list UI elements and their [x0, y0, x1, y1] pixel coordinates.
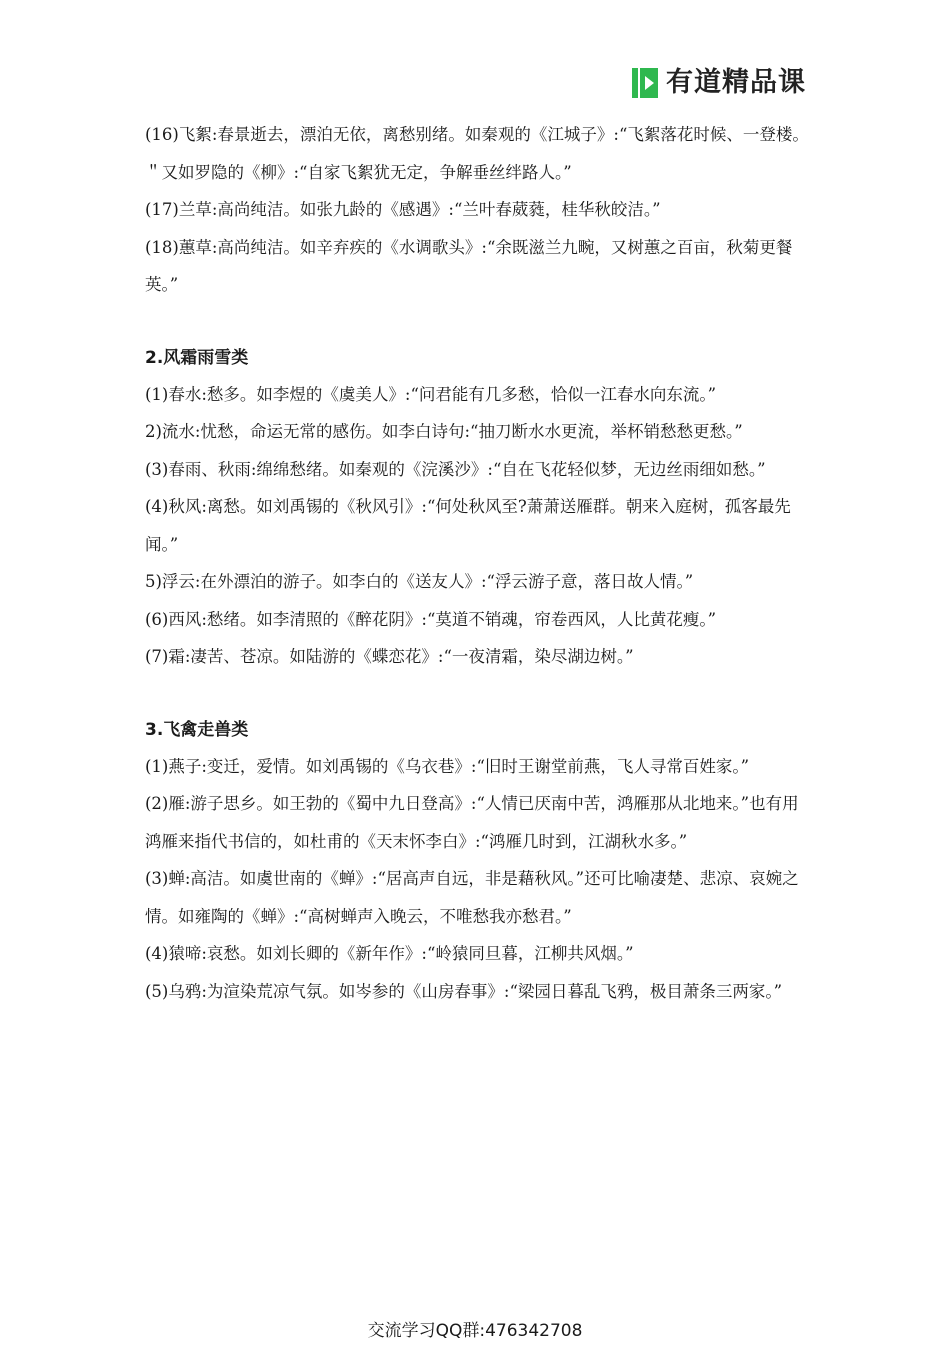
list-item: 5)浮云:在外漂泊的游子。如李白的《送友人》:“浮云游子意，落日故人情。”: [145, 572, 694, 591]
list-item: (4)秋风:离愁。如刘禹锡的《秋风引》:“何处秋风至?萧萧送雁群。朝来入庭树，孤客最先闻。”: [145, 497, 791, 554]
list-item: (4)猿啼:哀愁。如刘长卿的《新年作》:“岭猿同旦暮，江柳共风烟。”: [145, 944, 634, 963]
list-item: (6)西风:愁绪。如李清照的《醉花阴》:“莫道不销魂，帘卷西风，人比黄花瘦。”: [145, 609, 717, 629]
list-item: (5)乌鸦:为渲染荒凉气氛。如岑参的《山房春事》:“梁园日暮乱飞鸦，极目萧条三两家。”: [145, 981, 783, 1001]
section-title: 3.飞禽走兽类: [145, 719, 249, 740]
play-book-icon: [632, 68, 658, 98]
list-item: (16)飞絮:春景逝去，漂泊无依，离愁别绪。如秦观的《江城子》:“飞絮落花时候、一登楼。＂又如罗隐的《柳》:“自家飞絮犹无定，争解垂丝绊路人。”: [145, 125, 809, 182]
list-item: (18)蕙草:高尚纯洁。如辛弃疾的《水调歌头》:“余既滋兰九畹，又树蕙之百亩，秋菊更餐英。”: [145, 237, 793, 294]
list-item: (17)兰草:高尚纯洁。如张九龄的《感遇》:“兰叶春葳蕤，桂华秋皎洁。”: [145, 200, 661, 219]
section-animals: [145, 712, 809, 1011]
section-weather: [145, 340, 809, 676]
list-item: (2)雁:游子思乡。如王勃的《蜀中九日登高》:“人情已厌南中苦，鸿雁那从北地来。”也有用鸿雁来指代书信的，如杜甫的《天末怀李白》:“鸿雁几时到，江湖秋水多。”: [145, 794, 799, 851]
document-body: [145, 116, 809, 1010]
list-item: 2)流水:忧愁，命运无常的感伤。如李白诗句:“抽刀断水水更流，举杯销愁愁更愁。”: [145, 422, 743, 441]
brand-logo: [632, 66, 806, 100]
brand-name: 有道精品课: [666, 67, 806, 98]
list-item: (1)燕子:变迁，爱情。如刘禹锡的《乌衣巷》:“旧时王谢堂前燕，飞人寻常百姓家。”: [145, 756, 750, 776]
list-item: (3)蝉:高洁。如虞世南的《蝉》:“居高声自远，非是藉秋风。”还可比喻凄楚、悲凉、哀婉之情。如雍陶的《蝉》:“高树蝉声入晚云，不唯愁我亦愁君。”: [145, 869, 799, 926]
list-item: (3)春雨、秋雨:绵绵愁绪。如秦观的《浣溪沙》:“自在飞花轻似梦，无边丝雨细如愁。”: [145, 459, 766, 479]
footer-qq-group: 交流学习QQ群:476342708: [367, 1321, 583, 1341]
list-item: (1)春水:愁多。如李煜的《虞美人》:“问君能有几多愁，恰似一江春水向东流。”: [145, 384, 717, 404]
list-item: (7)霜:凄苦、苍凉。如陆游的《蝶恋花》:“一夜清霜，染尽湖边树。”: [145, 647, 634, 666]
imagery-block-plants: [145, 116, 809, 304]
section-title: 2.风霜雨雪类: [145, 347, 249, 368]
